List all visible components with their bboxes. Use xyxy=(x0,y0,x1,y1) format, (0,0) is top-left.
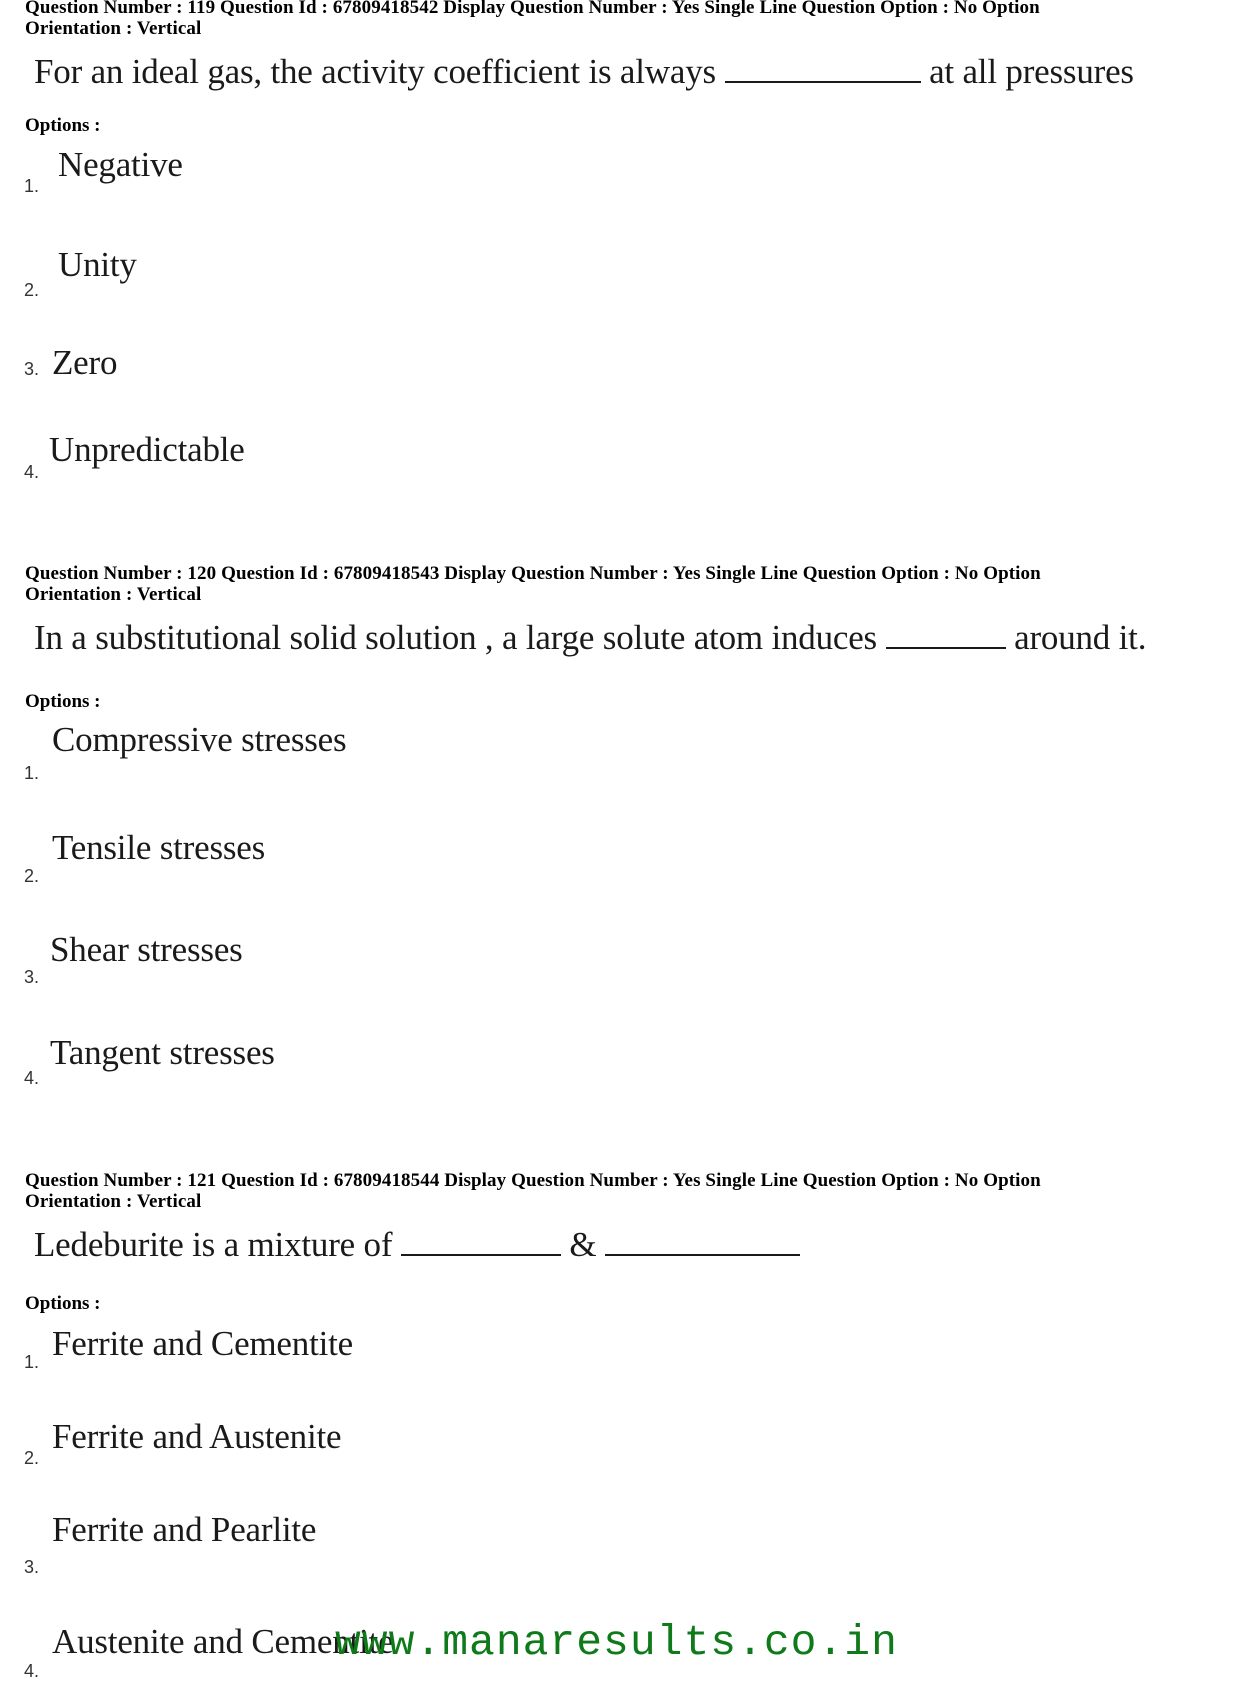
option-text: Ferrite and Austenite xyxy=(52,1417,342,1456)
question-header xyxy=(25,0,1185,39)
option-number: 2. xyxy=(24,280,40,300)
answer-blank xyxy=(605,1226,800,1256)
option-number: 3. xyxy=(24,359,40,379)
option-number: 3. xyxy=(24,967,40,987)
question-header xyxy=(25,563,1185,605)
answer-blank xyxy=(401,1226,561,1256)
option-text: Negative xyxy=(58,145,183,184)
option-number: 1. xyxy=(24,763,40,783)
header-line-1: Question Number : 119 Question Id : 67809418542 Display Question Number : Yes Single Line Question Option : No Option xyxy=(25,0,1040,18)
options-label: Options : xyxy=(25,115,101,136)
option-text: Zero xyxy=(52,343,118,382)
answer-blank xyxy=(725,53,921,83)
option-text: Austenite and Cementite xyxy=(52,1622,394,1661)
answer-blank xyxy=(886,619,1006,649)
option-number: 1. xyxy=(24,176,40,196)
question-header xyxy=(25,1170,1185,1212)
header-line-2: Orientation : Vertical xyxy=(25,1191,202,1212)
header-line-1: Question Number : 120 Question Id : 67809418543 Display Question Number : Yes Single Line Question Option : No Option xyxy=(25,563,1041,584)
option-number: 2. xyxy=(24,1448,40,1468)
option-text: Ferrite and Pearlite xyxy=(52,1510,317,1549)
option-text: Tangent stresses xyxy=(50,1033,275,1072)
watermark: www.manaresults.co.in xyxy=(335,1618,898,1667)
header-line-2: Orientation : Vertical xyxy=(25,584,202,605)
question-text: For an ideal gas, the activity coefficient is always at all pressures xyxy=(34,52,1134,91)
options-label: Options : xyxy=(25,1293,101,1314)
option-number: 4. xyxy=(24,1068,40,1088)
header-line-2: Orientation : Vertical xyxy=(25,18,202,39)
option-text: Unpredictable xyxy=(49,430,245,469)
option-text: Shear stresses xyxy=(50,930,243,969)
option-text: Ferrite and Cementite xyxy=(52,1324,353,1363)
options-label: Options : xyxy=(25,691,101,712)
option-number: 4. xyxy=(24,1661,40,1681)
option-number: 4. xyxy=(24,462,40,482)
header-line-1: Question Number : 121 Question Id : 67809418544 Display Question Number : Yes Single Line Question Option : No Option xyxy=(25,1170,1041,1191)
question-text: Ledeburite is a mixture of & xyxy=(34,1225,800,1265)
option-number: 1. xyxy=(24,1352,40,1372)
option-text: Unity xyxy=(58,245,137,284)
option-text: Tensile stresses xyxy=(52,828,266,867)
option-number: 3. xyxy=(24,1557,40,1577)
question-text: In a substitutional solid solution , a large solute atom induces around it. xyxy=(34,618,1147,657)
option-number: 2. xyxy=(24,866,40,886)
option-text: Compressive stresses xyxy=(52,720,347,759)
